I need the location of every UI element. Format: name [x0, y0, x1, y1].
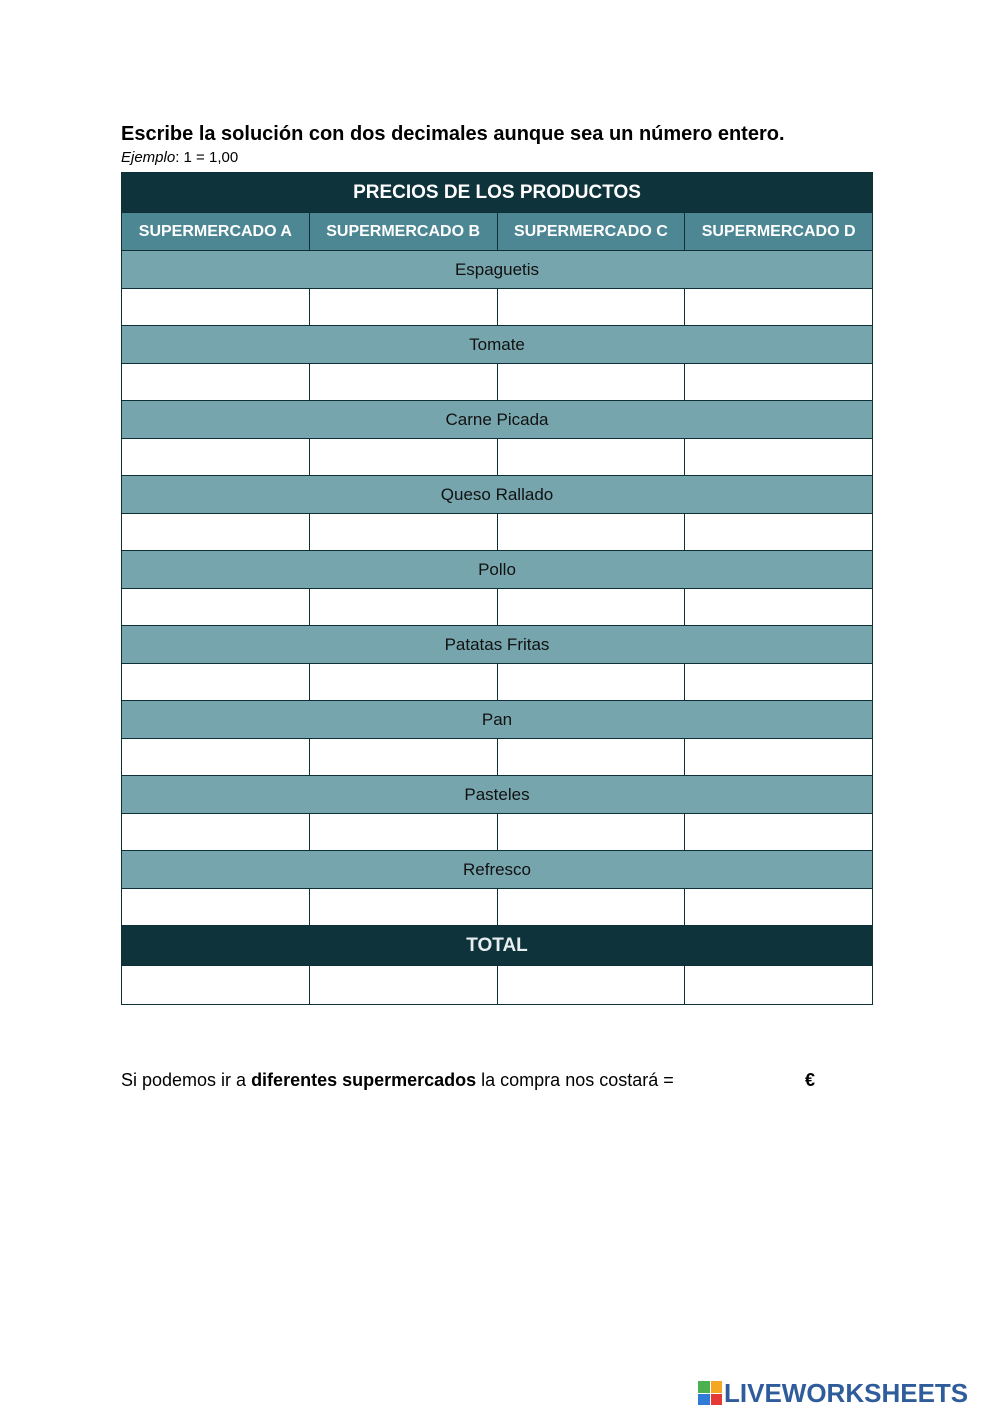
- price-input-cell[interactable]: [122, 814, 310, 851]
- instructions-title: Escribe la solución con dos decimales aunque sea un número entero.: [121, 123, 785, 145]
- product-row: [122, 701, 873, 739]
- price-input-cell[interactable]: [497, 439, 685, 476]
- product-label: Espaguetis: [122, 251, 873, 289]
- price-input-cell[interactable]: [122, 664, 310, 701]
- price-input-row: [122, 739, 873, 776]
- product-row: [122, 776, 873, 814]
- sentence-bold: diferentes supermercados: [251, 1070, 477, 1090]
- price-input-cell[interactable]: [122, 289, 310, 326]
- instructions: [121, 121, 881, 168]
- total-input-cell[interactable]: [122, 966, 310, 1005]
- price-input-cell[interactable]: [309, 364, 497, 401]
- column-header: SUPERMERCADO C: [497, 213, 685, 251]
- column-header: SUPERMERCADO A: [122, 213, 310, 251]
- price-input-row: [122, 814, 873, 851]
- price-input-row: [122, 289, 873, 326]
- column-header-row: [122, 213, 873, 251]
- product-label: Tomate: [122, 326, 873, 364]
- example-text: : 1 = 1,00: [175, 149, 239, 166]
- product-row: [122, 401, 873, 439]
- sentence-part1: Si podemos ir a: [121, 1070, 252, 1090]
- price-input-cell[interactable]: [309, 739, 497, 776]
- euro-symbol: €: [805, 1070, 816, 1090]
- price-input-row: [122, 589, 873, 626]
- product-row: [122, 476, 873, 514]
- prices-table: [121, 172, 873, 1005]
- price-input-cell[interactable]: [685, 664, 873, 701]
- price-input-cell[interactable]: [122, 589, 310, 626]
- product-row: [122, 626, 873, 664]
- result-sentence: [121, 1068, 674, 1092]
- price-input-cell[interactable]: [122, 364, 310, 401]
- column-header: SUPERMERCADO D: [685, 213, 873, 251]
- price-input-cell[interactable]: [685, 889, 873, 926]
- price-input-cell[interactable]: [685, 439, 873, 476]
- product-label: Pollo: [122, 551, 873, 589]
- product-label: Patatas Fritas: [122, 626, 873, 664]
- price-input-row: [122, 514, 873, 551]
- price-input-cell[interactable]: [122, 889, 310, 926]
- price-input-row: [122, 889, 873, 926]
- product-label: Carne Picada: [122, 401, 873, 439]
- price-input-cell[interactable]: [685, 514, 873, 551]
- product-row: [122, 326, 873, 364]
- product-label: Pasteles: [122, 776, 873, 814]
- price-input-cell[interactable]: [497, 289, 685, 326]
- price-input-cell[interactable]: [309, 814, 497, 851]
- total-row: [122, 926, 873, 966]
- price-input-cell[interactable]: [497, 364, 685, 401]
- price-input-cell[interactable]: [309, 514, 497, 551]
- price-input-cell[interactable]: [685, 589, 873, 626]
- liveworksheets-logo: [698, 1378, 968, 1408]
- price-input-cell[interactable]: [685, 289, 873, 326]
- price-input-cell[interactable]: [497, 889, 685, 926]
- price-input-row: [122, 364, 873, 401]
- product-row: [122, 251, 873, 289]
- sentence-part2: la compra nos costará =: [476, 1070, 674, 1090]
- product-row: [122, 851, 873, 889]
- price-input-row: [122, 664, 873, 701]
- price-input-cell[interactable]: [309, 439, 497, 476]
- product-row: [122, 551, 873, 589]
- product-label: Refresco: [122, 851, 873, 889]
- price-input-cell[interactable]: [497, 664, 685, 701]
- price-input-cell[interactable]: [309, 889, 497, 926]
- example-line: [121, 148, 881, 168]
- total-input-cell[interactable]: [685, 966, 873, 1005]
- price-input-cell[interactable]: [309, 589, 497, 626]
- column-header: SUPERMERCADO B: [309, 213, 497, 251]
- price-input-cell[interactable]: [497, 739, 685, 776]
- price-input-cell[interactable]: [122, 514, 310, 551]
- price-input-cell[interactable]: [685, 814, 873, 851]
- price-input-cell[interactable]: [122, 739, 310, 776]
- table-title-row: [122, 173, 873, 213]
- logo-icon: [698, 1381, 722, 1405]
- example-label: Ejemplo: [121, 149, 176, 166]
- price-input-cell[interactable]: [309, 289, 497, 326]
- price-input-cell[interactable]: [685, 739, 873, 776]
- logo-text: LIVEWORKSHEETS: [724, 1377, 969, 1408]
- table-title: PRECIOS DE LOS PRODUCTOS: [122, 173, 873, 213]
- price-input-cell[interactable]: [122, 439, 310, 476]
- price-input-cell[interactable]: [309, 664, 497, 701]
- price-input-cell[interactable]: [497, 514, 685, 551]
- product-label: Queso Rallado: [122, 476, 873, 514]
- total-input-cell[interactable]: [497, 966, 685, 1005]
- total-input-row: [122, 966, 873, 1005]
- total-input-cell[interactable]: [309, 966, 497, 1005]
- product-label: Pan: [122, 701, 873, 739]
- price-input-row: [122, 439, 873, 476]
- total-label: TOTAL: [122, 926, 873, 966]
- price-input-cell[interactable]: [497, 814, 685, 851]
- price-input-cell[interactable]: [497, 589, 685, 626]
- price-input-cell[interactable]: [685, 364, 873, 401]
